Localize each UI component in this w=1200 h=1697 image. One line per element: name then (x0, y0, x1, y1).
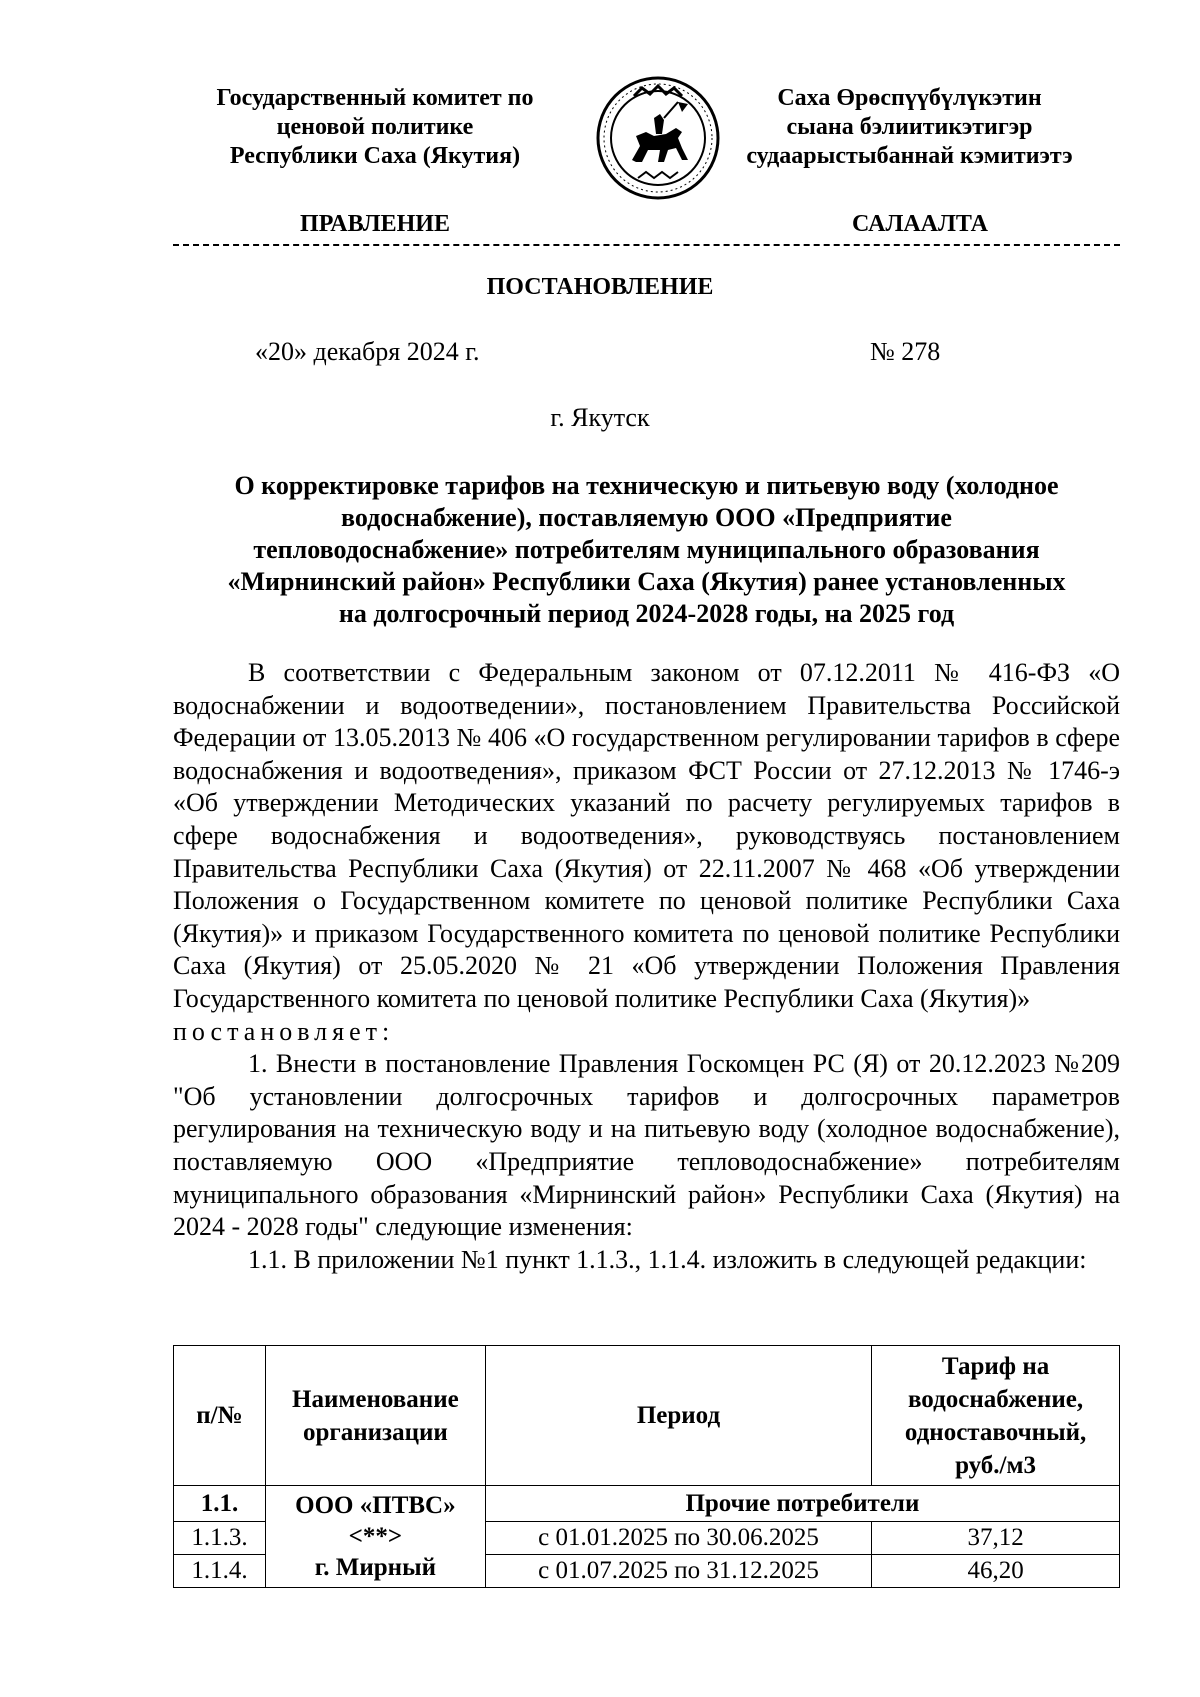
row-period: с 01.01.2025 по 30.06.2025 (485, 1522, 871, 1555)
document-number: № 278 (870, 337, 941, 366)
header-tariff: Тариф на водоснабжение, одноставочный, руб./м3 (872, 1346, 1120, 1486)
header-num: п/№ (174, 1346, 266, 1486)
preamble-paragraph: В соответствии с Федеральным законом от 07.12.2011 № 416-ФЗ «О водоснабжении и водоотведении», постановлением Правительства Российской Федерации от 13.05.2013 № 406 «О государственном регулировании тарифов в сфере водоснабжения и водоотведения», приказом ФСТ России от 27.12.2013 № 1746-э «Об утверждении Методических указаний по расчету регулируемых тарифов в сфере водоснабжения и водоотведения», руководствуясь постановлением Правительства Республики Саха (Якутия) от 22.11.2007 № 468 «Об утверждении Положения о Государственном комитете по ценовой политике Республики Саха (Якутия)» и приказом Государственного комитета по ценовой политике Республики Саха (Якутия) от 25.05.2020 № 21 «Об утверждении Положения Правления Государственного комитета по ценовой политике Республики Саха (Якутия)» (173, 658, 1120, 1013)
board-label-russian: ПРАВЛЕНИЕ (300, 211, 450, 237)
organization-line: <**> (348, 1523, 403, 1550)
coat-of-arms-emblem-icon (594, 74, 722, 202)
issuer-line: Саха Өрөспүүбүлүкэтин (777, 85, 1042, 111)
title-line: О корректировке тарифов на техническую и питьевую воду (холодное (234, 471, 1059, 500)
title-line: на долгосрочный период 2024-2028 годы, на 2025 год (338, 599, 955, 628)
issuer-name-russian (175, 84, 575, 171)
organization-cell (265, 1486, 485, 1588)
document-city: г. Якутск (550, 403, 650, 432)
item-1-paragraph: 1. Внести в постановление Правления Госкомцен РС (Я) от 20.12.2023 №209 "Об установлении долгосрочных тарифов и долгосрочных параметров регулирования на техническую воду и на питьевую воду (холодное водоснабжение), поставляемую ООО «Предприятие тепловодоснабжение» потребителям муниципального образования «Мирнинский район» Республики Саха (Якутия) на 2024 - 2028 годы" следующие изменения: (173, 1049, 1120, 1242)
issuer-line: Республики Саха (Якутия) (229, 143, 521, 169)
resolves-word: постановляет: (173, 1016, 395, 1046)
organization-line: ООО «ПТВС» (295, 1492, 456, 1519)
document-type: ПОСТАНОВЛЕНИЕ (486, 274, 714, 300)
board-label-yakut: САЛААЛТА (851, 211, 989, 237)
title-line: «Мирнинский район» Республики Саха (Якутия) ранее установленных (227, 567, 1066, 596)
issuer-line: судаарыстыбаннай кэмитиэтэ (746, 143, 1073, 169)
item-1-1-paragraph: 1.1. В приложении №1 пункт 1.1.3., 1.1.4. изложить в следующей редакции: (248, 1244, 1087, 1274)
issuer-name-yakut (712, 84, 1107, 171)
row-tariff: 46,20 (872, 1555, 1120, 1588)
title-line: тепловодоснабжение» потребителям муниципального образования (253, 535, 1040, 564)
document-title (173, 470, 1120, 630)
header-period: Период (485, 1346, 871, 1486)
issuer-line: сыана бэлиитикэтигэр (786, 114, 1033, 140)
tariff-table (173, 1345, 1120, 1588)
table-header-row (174, 1346, 1120, 1486)
document-date: «20» декабря 2024 г. (255, 337, 480, 366)
issuer-line: ценовой политике (276, 114, 474, 140)
document-body (173, 657, 1120, 1276)
header-divider (173, 244, 1120, 246)
organization-line: г. Мирный (314, 1554, 437, 1581)
issuer-line: Государственный комитет по (216, 85, 534, 111)
group-num: 1.1. (174, 1486, 266, 1522)
header-organization: Наименование организации (265, 1346, 485, 1486)
title-line: водоснабжение), поставляемую ООО «Предприятие (341, 503, 952, 532)
consumer-group-label: Прочие потребители (485, 1486, 1119, 1522)
row-period: с 01.07.2025 по 31.12.2025 (485, 1555, 871, 1588)
row-num: 1.1.3. (174, 1522, 266, 1555)
row-num: 1.1.4. (174, 1555, 266, 1588)
row-tariff: 37,12 (872, 1522, 1120, 1555)
table-group-row (174, 1486, 1120, 1522)
